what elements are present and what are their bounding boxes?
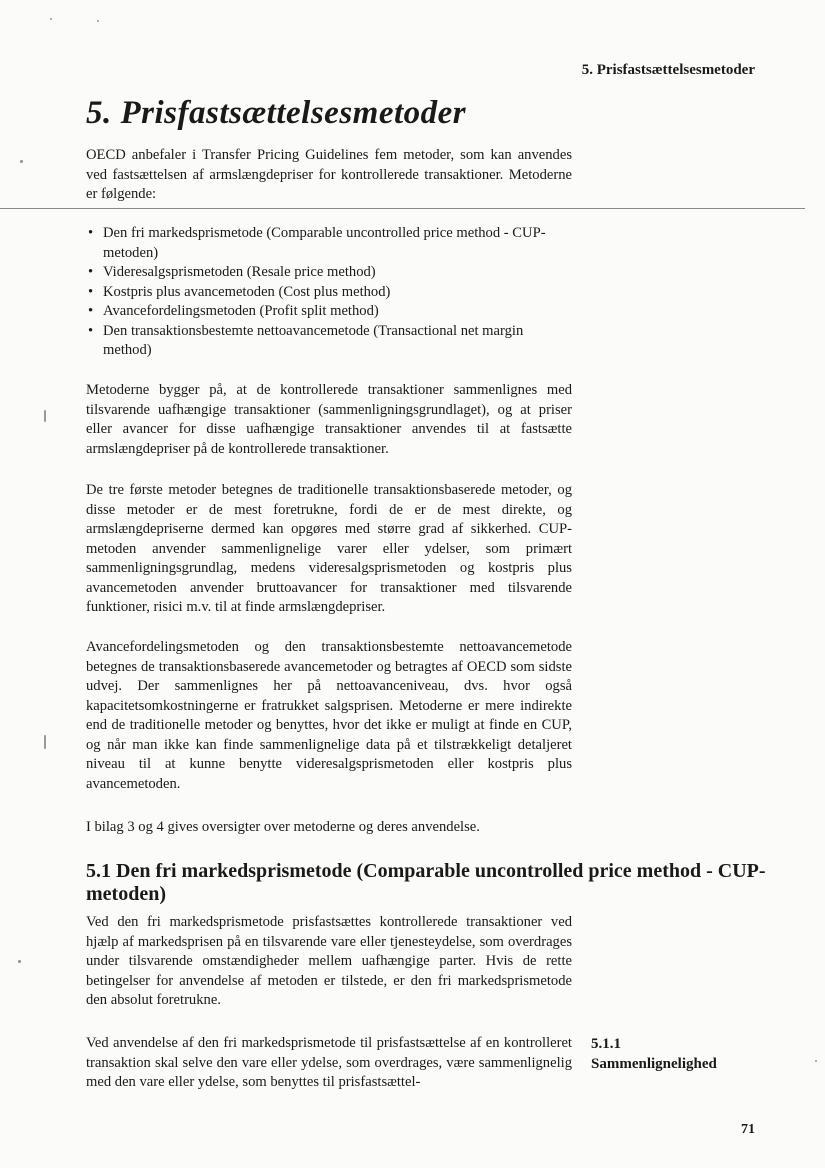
bullet-icon: • (88, 303, 94, 319)
intro-paragraph: OECD anbefaler i Transfer Pricing Guidelines fem metoder, som kan anvendes ved fastsættelsen af armslængdepriser for kontrollerede transaktioner. Metoderne er følgende: (86, 147, 572, 202)
page-title: 5. Prisfastsættelsesmetoder (86, 95, 467, 131)
section-paragraph-1: Ved den fri markedsprismetode prisfastsættes kontrollerede transaktioner ved hjælp af markedsprisen på en tilsvarende vare eller tjenesteydelse, som overdrages under tilsvarende omstændigheder mellem uafhængige parter. Hvis de rette betingelser for anvendelse af metoden er tilstede, er den fri markedsprismetode den absolut foretrukne. (86, 914, 572, 1008)
running-head: 5. Prisfastsættelsesmetoder (581, 62, 755, 78)
list-item-text: Videresalgsprismetoden (Resale price method) (103, 264, 376, 280)
page-number: 71 (741, 1122, 755, 1137)
scan-speck (44, 735, 46, 749)
horizontal-rule (0, 208, 805, 209)
scan-speck (97, 20, 99, 22)
list-item (86, 302, 572, 322)
bullet-icon: • (88, 225, 94, 241)
list-item (86, 322, 572, 361)
scan-speck (20, 160, 23, 163)
bullet-icon: • (88, 322, 94, 339)
bullet-icon: • (88, 264, 94, 280)
list-item (86, 224, 572, 263)
paragraph-profit-methods: Avancefordelingsmetoden og den transaktionsbestemte nettoavancemetode betegnes de transaktionsbaserede avancemetoder og betragtes af OECD som sidste udvej. Der sammenlignes her på nettoavanceniveau, dvs. hvor også kapacitetsomkostningerne er fratrukket salgsprisen. Metoderne er mere indirekte end de traditionelle metoder og benyttes, hvor det ikke er muligt at finde en CUP, og når man ikke kan finde sammenlignelige data på et tilstrækkeligt detaljeret niveau til at kunne benytte videresalgsprismetoden eller kostpris plus avancemetoden. (86, 639, 572, 792)
list-item (86, 283, 572, 303)
list-item-text: Avancefordelingsmetoden (Profit split method) (103, 303, 379, 319)
section-paragraph-2: Ved anvendelse af den fri markedsprismetode til prisfastsættelse af en kontrolleret transaktion skal selve den vare eller ydelse, som overdrages, være sammenlignelig med den vare eller ydelse, som benyttes til prisfastsættel- (86, 1035, 572, 1090)
scan-speck (50, 18, 52, 20)
paragraph-appendix: I bilag 3 og 4 gives oversigter over metoderne og deres anvendelse. (86, 819, 480, 835)
methods-list (86, 224, 572, 361)
paragraph-comparison: Metoderne bygger på, at de kontrollerede transaktioner sammenlignes med tilsvarende uafhængige transaktioner (sammenligningsgrundlaget), og at priser eller avancer for disse uafhængige transaktioner anvendes til at fastsætte armslængdepriser på de kontrollerede transaktioner. (86, 382, 572, 457)
section-heading: 5.1 Den fri markedsprismetode (Comparable uncontrolled price method - CUP-metoden) (86, 860, 766, 905)
subsection-heading (591, 1034, 791, 1074)
scan-speck (18, 960, 21, 963)
scan-speck (815, 1060, 817, 1062)
subsection-number: 5.1.1 (591, 1036, 621, 1052)
list-item (86, 263, 572, 283)
list-item-text: Den fri markedsprismetode (Comparable uncontrolled price method - CUP-metoden) (103, 225, 546, 261)
paragraph-traditional-methods: De tre første metoder betegnes de traditionelle transaktionsbaserede metoder, og disse metoder er de mest foretrukne, fordi de er de mest direkte, og armslængdepriserne dermed kan opgøres med større grad af sikkerhed. CUP-metoden anvender sammenlignelige varer eller ydelser, som primært sammenligningsgrundlag, medens videresalgsprismetoden og kostpris plus avancemetoden anvender bruttoavancer for transaktioner med tilsvarende funktioner, risici m.v. til at finde armslængdepriser. (86, 482, 572, 615)
bullet-icon: • (88, 283, 94, 300)
list-item-text: Den transaktionsbestemte nettoavancemetode (Transactional net margin method) (103, 322, 524, 358)
scan-speck (44, 410, 46, 422)
list-item-text: Kostpris plus avancemetoden (Cost plus method) (103, 283, 391, 300)
subsection-title: Sammenlignelighed (591, 1056, 717, 1072)
